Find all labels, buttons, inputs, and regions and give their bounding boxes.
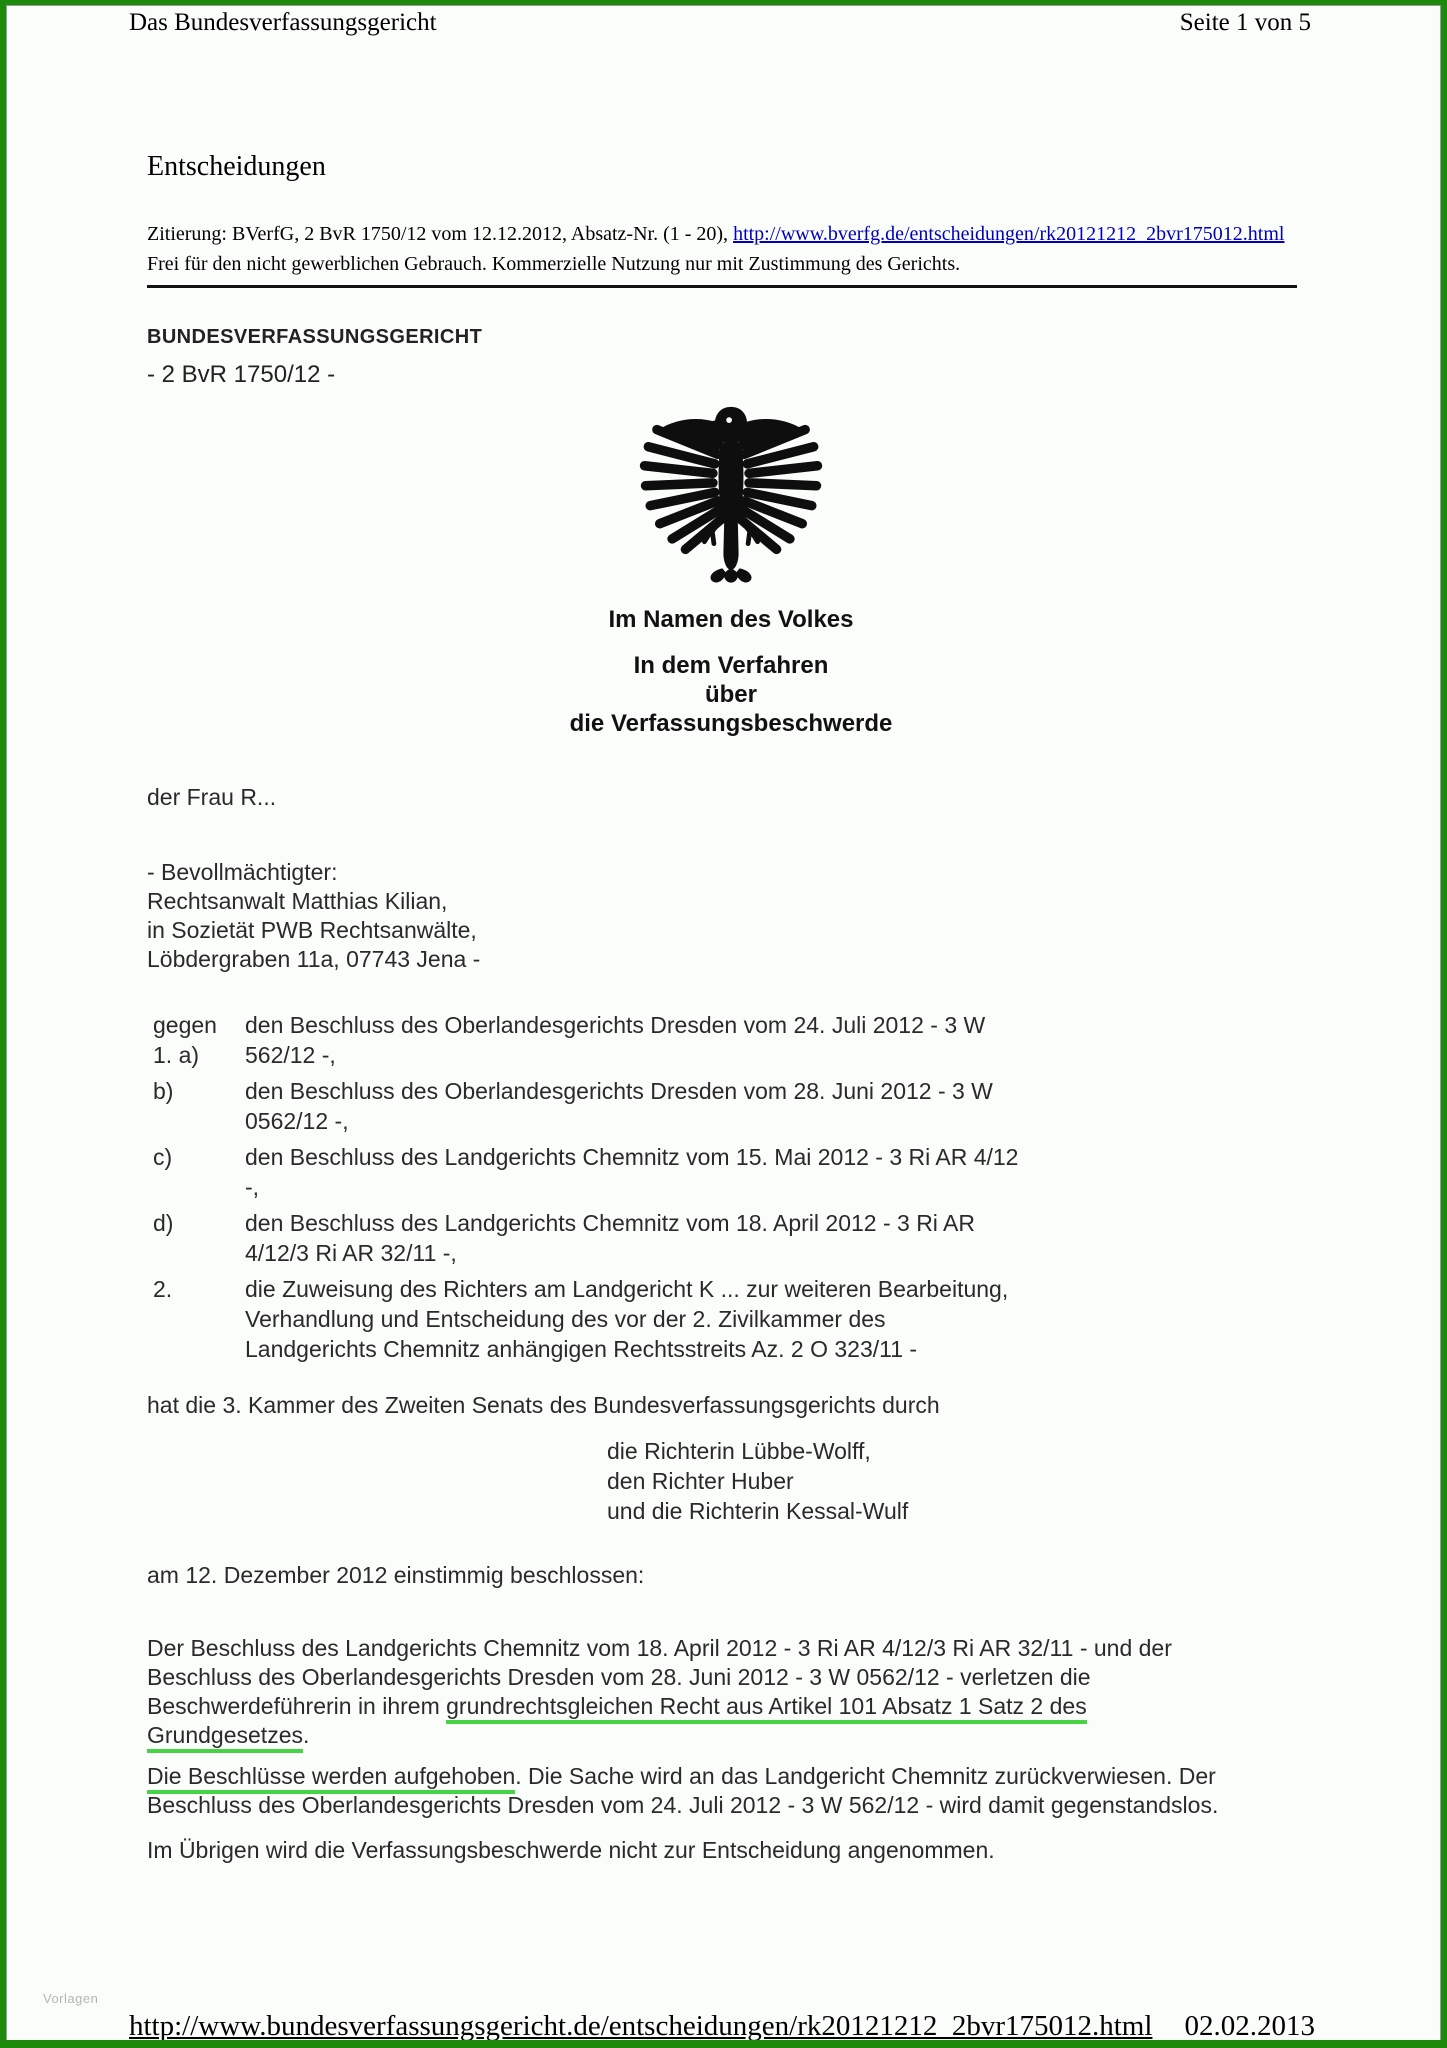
judges-block	[147, 1436, 1315, 1526]
header-title: Das Bundesverfassungsgericht	[129, 9, 437, 36]
representative-line: Löbdergraben 11a, 07743 Jena -	[147, 946, 481, 972]
claim-label: gegen 1. a)	[153, 1012, 217, 1068]
emblem-container	[147, 399, 1315, 599]
judge-line: und die Richterin Kessal-Wulf	[607, 1498, 909, 1524]
decision-paragraph-3: Im Übrigen wird die Verfassungsbeschwerde nicht zur Entscheidung angenommen.	[147, 1837, 995, 1863]
claim-text: den Beschluss des Oberlandesgerichts Dresden vom 28. Juni 2012 - 3 W 0562/12 -,	[245, 1078, 993, 1134]
proclamation-line: die Verfassungsbeschwerde	[569, 710, 893, 737]
highlighted-phrase: Grundgesetzes	[147, 1722, 303, 1753]
page-body	[6, 5, 1441, 2040]
proclamation-lines	[147, 651, 1315, 738]
proclamation-line: In dem Verfahren	[633, 652, 829, 679]
complainant-line: der Frau R...	[147, 784, 277, 810]
case-number: - 2 BvR 1750/12 -	[147, 361, 336, 388]
representative-block	[147, 858, 1315, 974]
bundesadler-eagle-icon	[636, 399, 826, 599]
highlighted-phrase: grundrechtsgleichen Recht aus Artikel 101 Absatz 1 Satz 2 des	[446, 1693, 1087, 1724]
claim-label: b)	[153, 1078, 174, 1104]
claim-text: den Beschluss des Landgerichts Chemnitz vom 18. April 2012 - 3 Ri AR 4/12/3 Ri AR 32/11 -,	[245, 1210, 975, 1266]
claim-item	[147, 1076, 1315, 1136]
horizontal-rule	[147, 285, 1297, 288]
citation-line	[147, 219, 1315, 249]
chamber-line: hat die 3. Kammer des Zweiten Senats des Bundesverfassungsgerichts durch	[147, 1392, 940, 1418]
highlighted-phrase: Die Beschlüsse werden aufgehoben	[147, 1763, 515, 1794]
claim-label: 2.	[153, 1276, 173, 1302]
citation-link[interactable]: http://www.bverfg.de/entscheidungen/rk20121212_2bvr175012.html	[733, 223, 1285, 245]
claim-text: den Beschluss des Landgerichts Chemnitz vom 15. Mai 2012 - 3 Ri AR 4/12 -,	[245, 1144, 1019, 1200]
court-name: BUNDESVERFASSUNGSGERICHT	[147, 326, 483, 348]
claim-label: d)	[153, 1210, 174, 1236]
claim-item	[147, 1208, 1315, 1268]
decision-paragraph-1: Der Beschluss des Landgerichts Chemnitz vom 18. April 2012 - 3 Ri AR 4/12/3 Ri AR 32/11 - und der Beschluss des Oberlandesgerichts Dresden vom 28. Juni 2012 - 3 W 0562/12 - verletzen die Beschwerdeführerin in ihrem grundrechtsgleichen Recht aus Artikel 101 Absatz 1 Satz 2 des Grundgesetzes.	[147, 1634, 1315, 1750]
representative-line: - Bevollmächtigter:	[147, 859, 338, 885]
claim-item	[147, 1274, 1315, 1364]
claim-text: die Zuweisung des Richters am Landgericht K ... zur weiteren Bearbeitung, Verhandlung und Entscheidung des vor der 2. Zivilkammer des Landgerichts Chemnitz anhängigen Rechtsstreits Az. 2 O 323/11 -	[245, 1276, 1009, 1362]
claim-item	[147, 1142, 1315, 1202]
representative-line: in Sozietät PWB Rechtsanwälte,	[147, 917, 477, 943]
usage-note: Frei für den nicht gewerblichen Gebrauch. Kommerzielle Nutzung nur mit Zustimmung des Gerichts.	[147, 253, 961, 275]
site-watermark: Vorlagen	[43, 1991, 99, 2006]
decision-date-line: am 12. Dezember 2012 einstimmig beschlossen:	[147, 1562, 645, 1588]
page-footer	[7, 2010, 1440, 2040]
claim-label: c)	[153, 1144, 173, 1170]
judge-line: den Richter Huber	[607, 1468, 794, 1494]
page-header	[7, 6, 1440, 39]
citation-block	[147, 219, 1315, 279]
representative-line: Rechtsanwalt Matthias Kilian,	[147, 888, 448, 914]
page-title: Entscheidungen	[147, 151, 326, 182]
judge-line: die Richterin Lübbe-Wolff,	[607, 1438, 871, 1464]
decision-paragraph-2: Die Beschlüsse werden aufgehoben. Die Sache wird an das Landgericht Chemnitz zurückverwiesen. Der Beschluss des Oberlandesgerichts Dresden vom 24. Juli 2012 - 3 W 562/12 - wird damit gegenstandslos.	[147, 1763, 1219, 1818]
claim-text: den Beschluss des Oberlandesgerichts Dresden vom 24. Juli 2012 - 3 W 562/12 -,	[245, 1012, 986, 1068]
page-content	[7, 151, 1440, 1865]
proclamation-line: über	[704, 681, 757, 708]
claim-item	[147, 1010, 1315, 1070]
page-number: Seite 1 von 5	[1179, 9, 1311, 36]
citation-prefix: Zitierung: BVerfG, 2 BvR 1750/12 vom 12.12.2012, Absatz-Nr. (1 - 20),	[147, 223, 734, 245]
proclamation-title: Im Namen des Volkes	[608, 606, 854, 633]
footer-url: http://www.bundesverfassungsgericht.de/entscheidungen/rk20121212_2bvr175012.html	[129, 2010, 1153, 2040]
footer-date: 02.02.2013	[1184, 2010, 1315, 2040]
claims-list	[147, 1010, 1315, 1364]
